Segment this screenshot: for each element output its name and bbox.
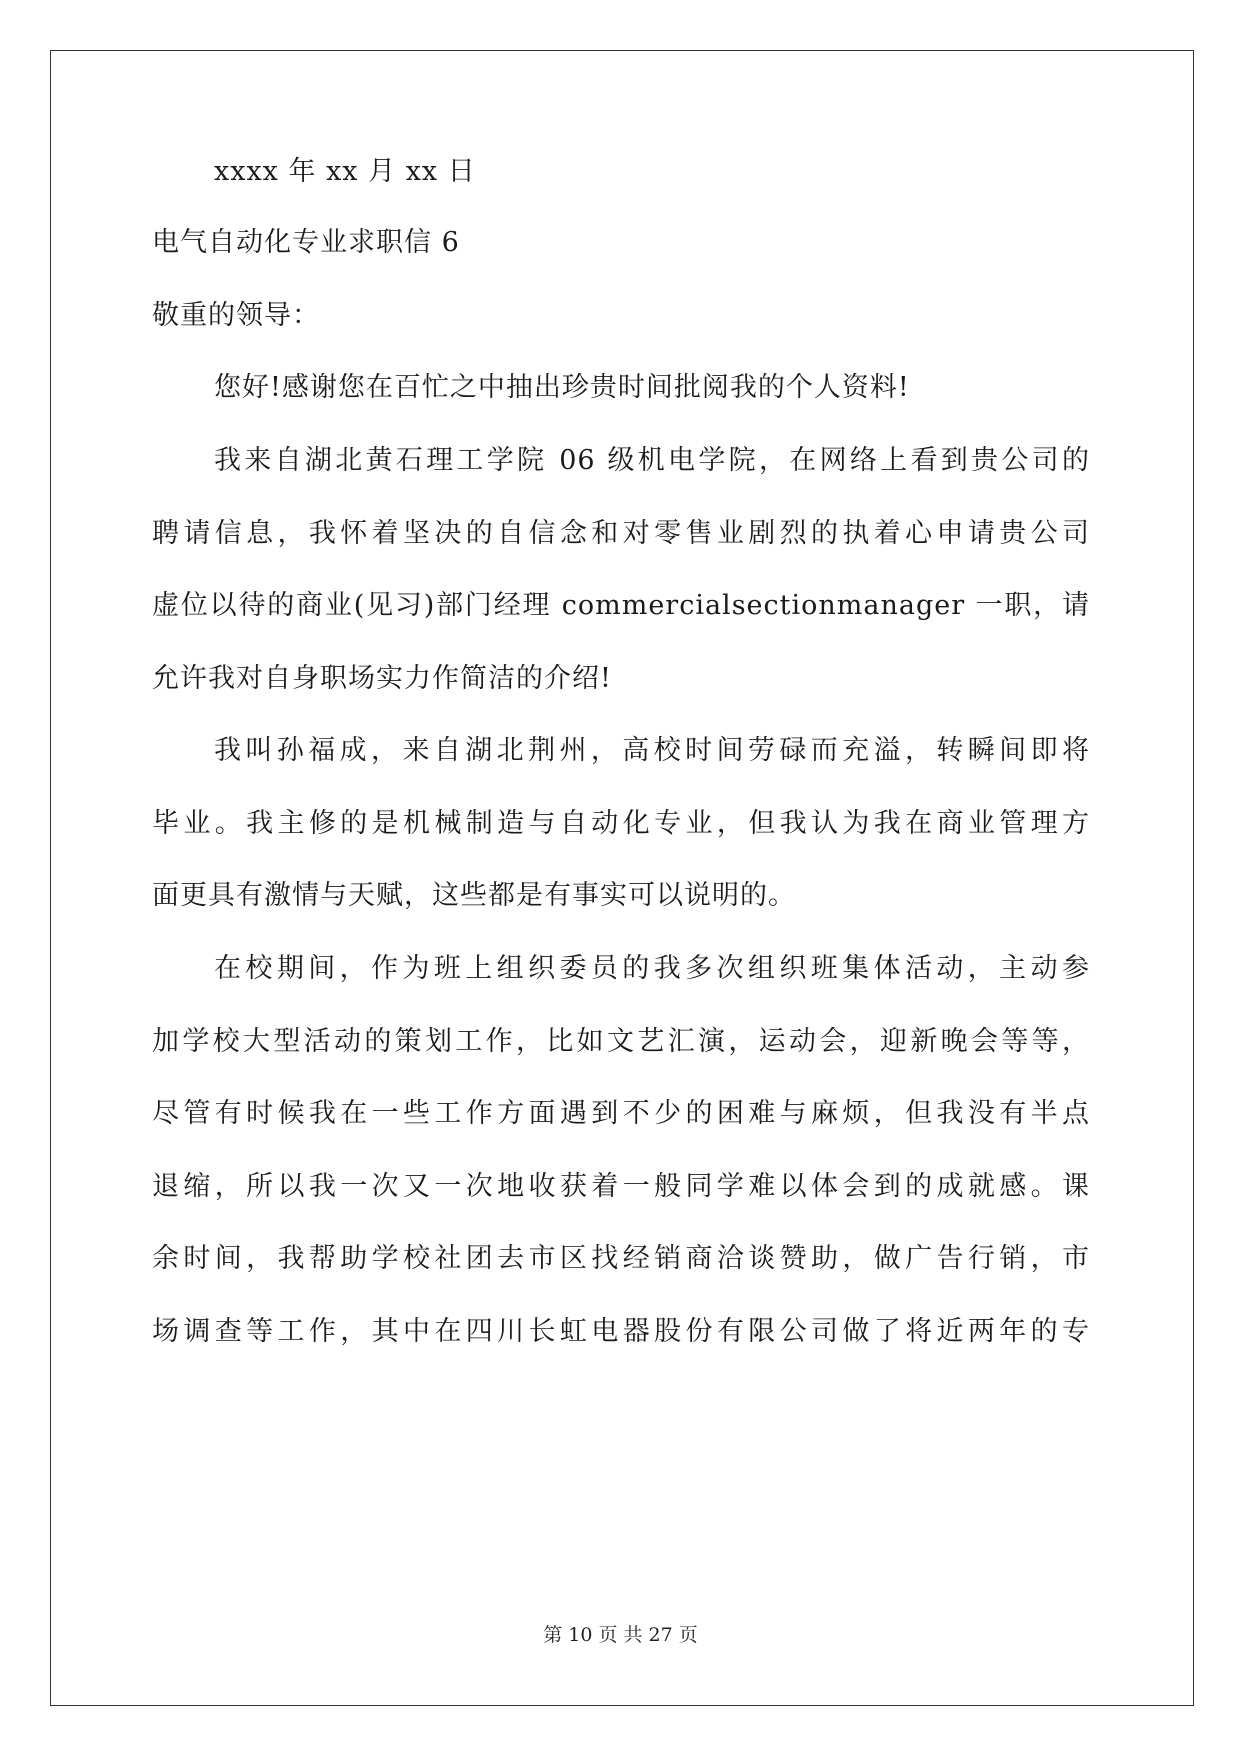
body-line: 余时间，我帮助学校社团去市区找经销商洽谈赞助，做广告行销，市	[152, 1243, 1090, 1274]
body-line: 面更具有激情与天赋，这些都是有事实可以说明的。	[152, 880, 796, 911]
body-line: 毕业。我主修的是机械制造与自动化专业，但我认为我在商业管理方	[152, 808, 1090, 839]
letter-title: 电气自动化专业求职信 6	[152, 227, 460, 258]
salutation: 敬重的领导：	[152, 300, 320, 331]
body-line: 尽管有时候我在一些工作方面遇到不少的困难与麻烦，但我没有半点	[152, 1098, 1090, 1129]
body-line: 在校期间，作为班上组织委员的我多次组织班集体活动，主动参	[214, 953, 1090, 984]
page-number-footer: 第 10 页 共 27 页	[543, 1624, 698, 1646]
body-line: 场调查等工作，其中在四川长虹电器股份有限公司做了将近两年的专	[152, 1316, 1090, 1347]
date-line: xxxx 年 xx 月 xx 日	[214, 156, 476, 187]
body-line: 加学校大型活动的策划工作，比如文艺汇演，运动会，迎新晚会等等，	[152, 1026, 1090, 1057]
body-line: 您好!感谢您在百忙之中抽出珍贵时间批阅我的个人资料!	[214, 372, 910, 403]
body-line: 退缩，所以我一次又一次地收获着一般同学难以体会到的成就感。课	[152, 1171, 1090, 1202]
body-line: 我叫孙福成，来自湖北荆州，高校时间劳碌而充溢，转瞬间即将	[214, 735, 1090, 766]
body-line: 我来自湖北黄石理工学院 06 级机电学院，在网络上看到贵公司的	[214, 445, 1090, 476]
body-line: 允许我对自身职场实力作简洁的介绍!	[152, 663, 612, 694]
body-line: 虚位以待的商业(见习)部门经理 commercialsectionmanager 一职，请	[152, 590, 1090, 621]
body-line: 聘请信息，我怀着坚决的自信念和对零售业剧烈的执着心申请贵公司	[152, 518, 1090, 549]
